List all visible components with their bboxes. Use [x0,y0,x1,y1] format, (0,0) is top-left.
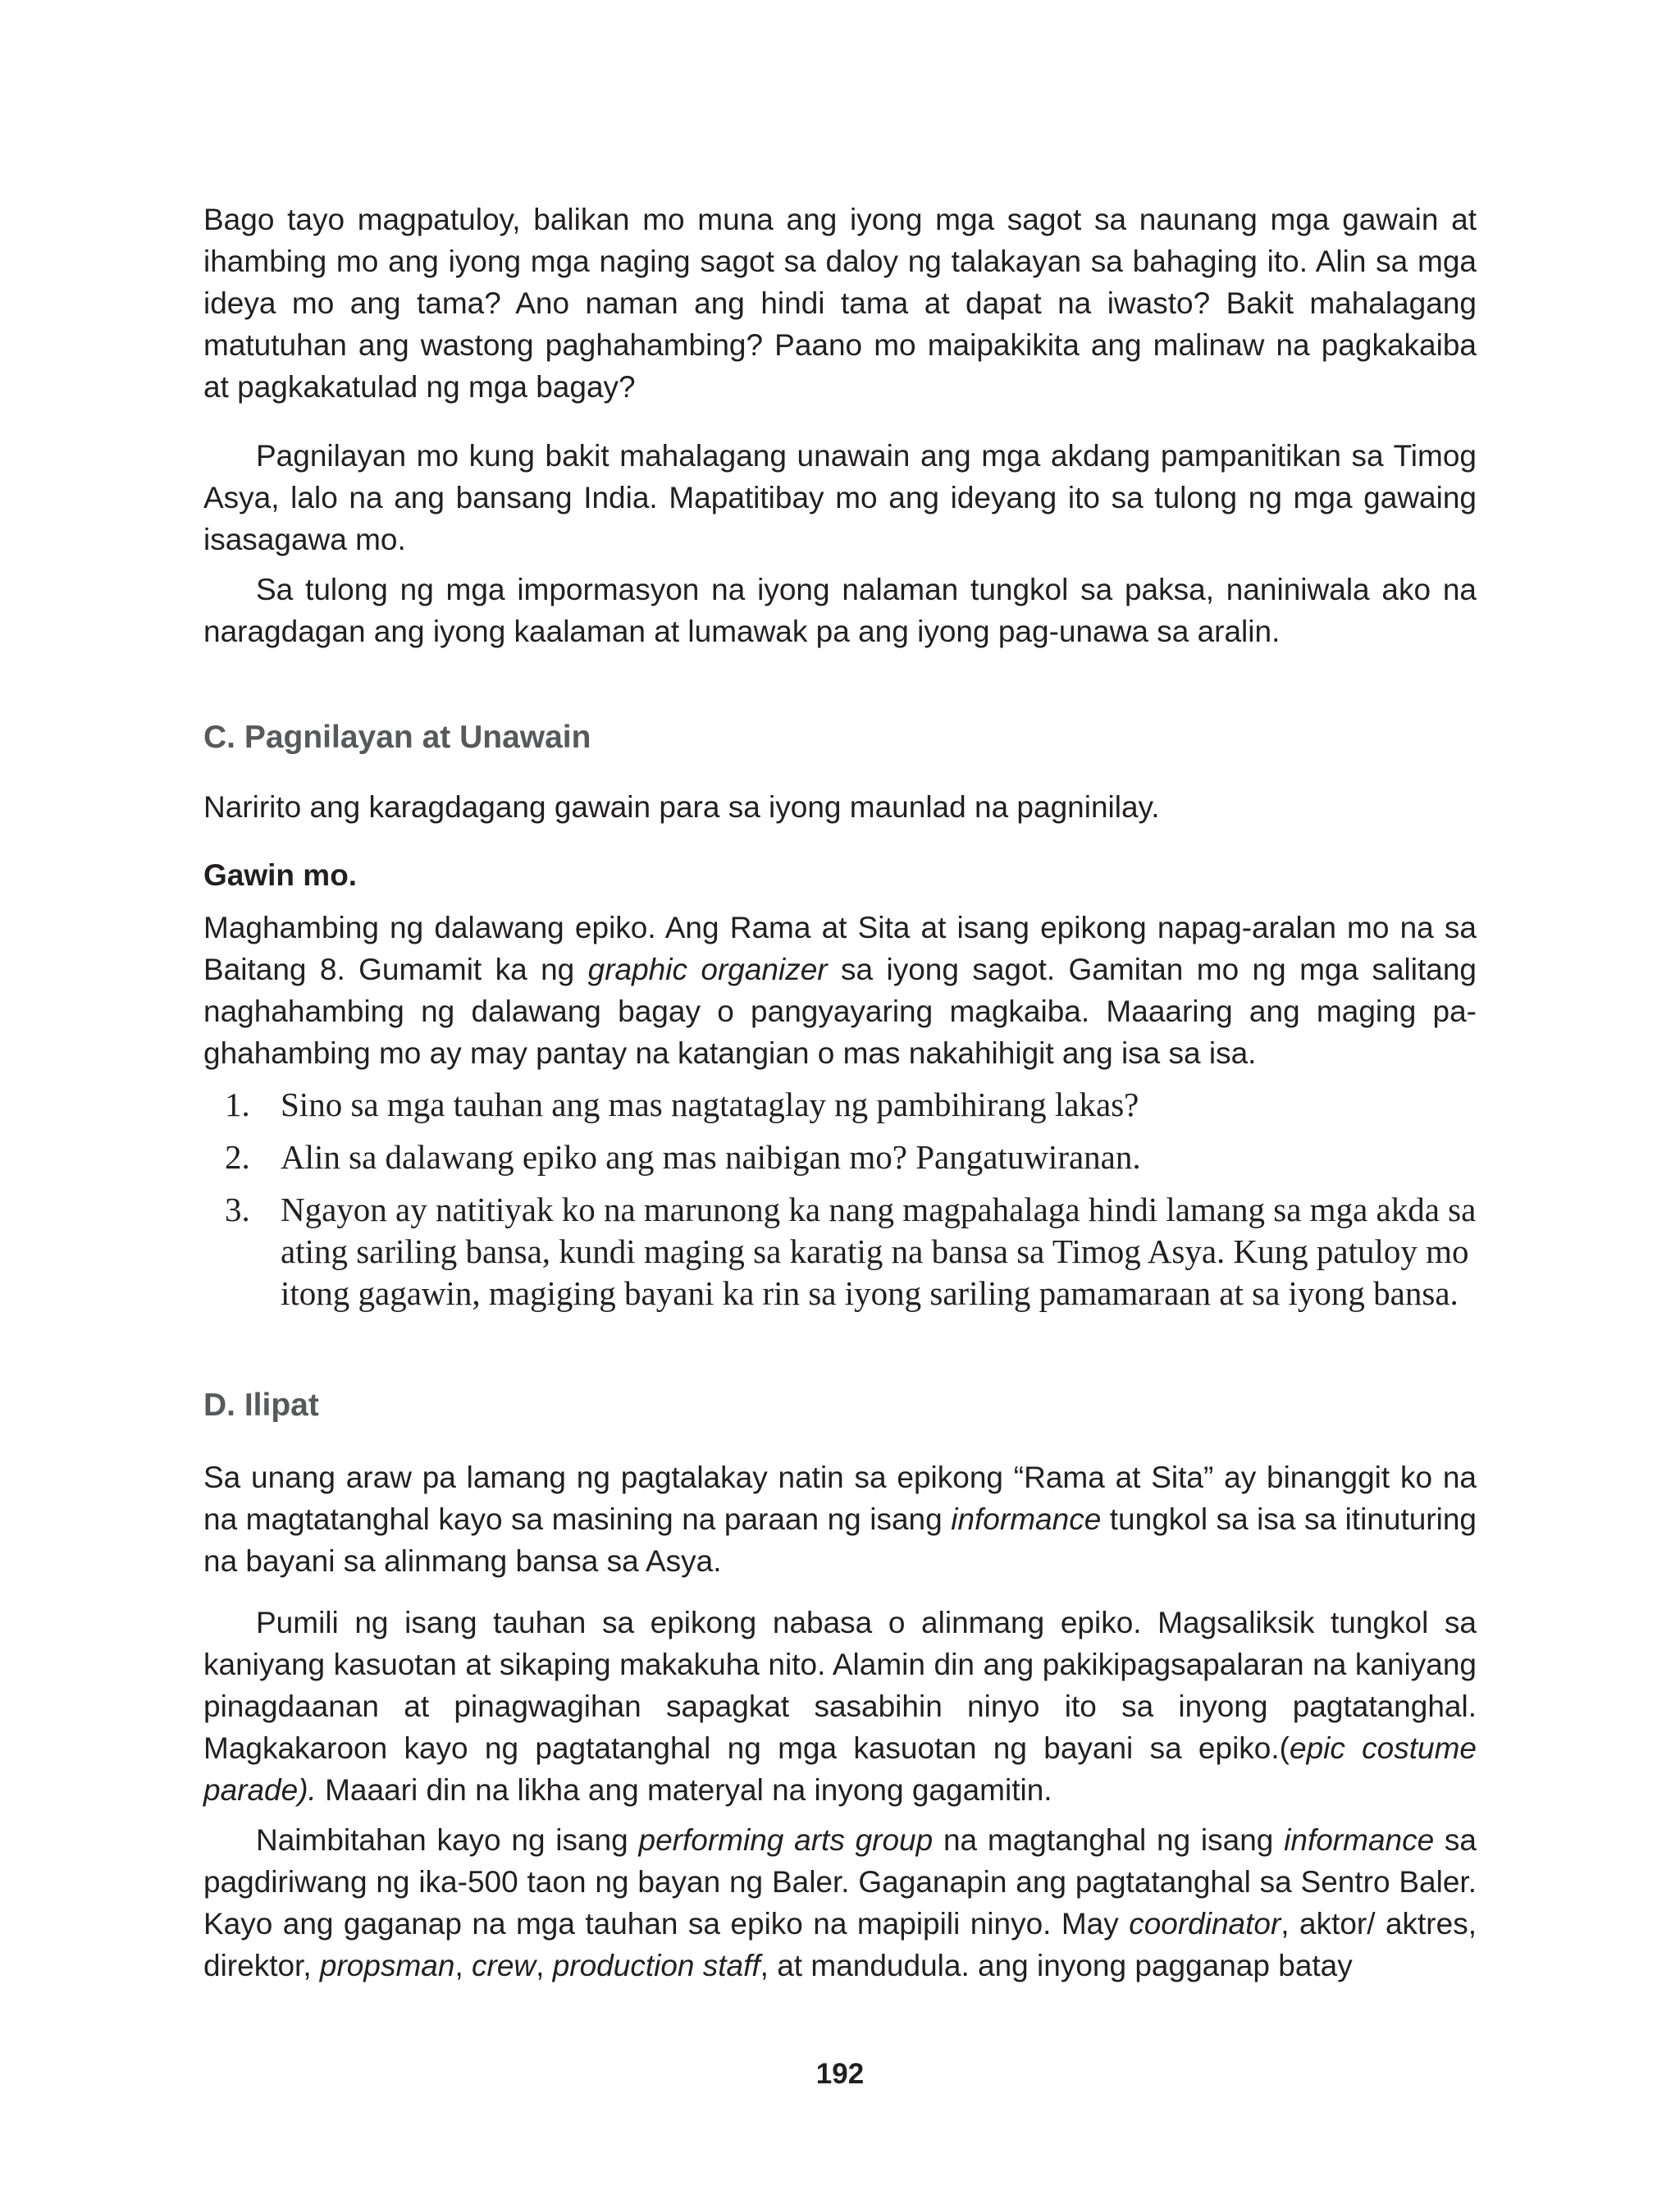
d-p3-text-b: na magtanghal ng isang [933,1823,1285,1857]
d-p3-italic-3: coordinator [1129,1907,1281,1941]
question-item [203,1136,1477,1178]
section-c-heading: C. Pagnilayan at Unawain [203,720,591,755]
question-number: 1. [225,1086,250,1123]
d-p2-italic: epic costume parade). [203,1731,1477,1807]
section-d-paragraph-2 [203,1602,1477,1811]
d-p2-text-b: Maaari din na likha ang materyal na inyong gagamitin. [316,1773,1052,1807]
d-p3-text-e: , [454,1949,472,1982]
d-p1-text-a: Sa unang araw pa lamang ng pagtalakay natin sa epikong “Rama at Sita” ay binanggit ko na na magtatanghal kayo sa masining na paraan ng isang [203,1461,1477,1536]
d-p3-italic-4: propsman [319,1949,455,1982]
d-p3-text-f: , [536,1949,553,1982]
question-list [203,1084,1477,1314]
d-p3-text-a: Naimbitahan kayo ng isang [256,1823,639,1857]
d-p3-text-d: , aktor/ aktres, direktor, [203,1907,1477,1982]
section-d-heading: D. Ilipat [203,1388,319,1423]
d-p3-text-c: sa pagdiriwang ng ika-500 taon ng bayan ng Baler. Gaganapin ang pagtatanghal sa Sentro Baler. Kayo ang gaganap na mga tauhan sa epiko na mapipili ninyo. May [203,1823,1477,1941]
gawin-mo-subheading: Gawin mo. [203,858,358,892]
question-text: Alin sa dalawang epiko ang mas naibigan mo? Pangatuwiranan. [281,1138,1141,1176]
intro-paragraph-3: Sa tulong ng mga impormasyon na iyong nalaman tungkol sa paksa, naniniwala ako na naragdagan ang iyong kaalaman at lumawak pa ang iyong pag-unawa sa aralin. [203,573,1477,648]
section-d-paragraph-1 [203,1456,1477,1582]
question-number: 2. [225,1138,250,1176]
section-d-paragraph-3 [203,1819,1477,1987]
d-p3-text-g: , at mandudula. ang inyong pagganap batay [760,1949,1353,1982]
d-p3-italic-6: production staff [552,1949,760,1982]
instructions-text-a: Maghambing ng dalawang epiko. Ang Rama at Sita at isang epikong napag-aralan mo na sa Baitang 8. Gumamit ka ng [203,911,1477,986]
d-p1-italic: informance [951,1502,1102,1536]
page-number: 192 [815,2058,865,2090]
intro-paragraph-2: Pagnilayan mo kung bakit mahalagang unawain ang mga akdang pampanitikan sa Timog Asya, lalo na ang bansang India. Mapatitibay mo ang ideyang ito sa tulong ng mga gawaing isasagawa mo. [203,439,1477,556]
d-p3-italic-5: crew [472,1949,536,1982]
instructions-text-b: sa iyong sagot. Gamitan mo ng mga salitang naghahambing ng dalawang bagay o pangyayaring magkaiba. Maaaring ang maging pa-ghahambing mo ay may pantay na katangian o mas nakahihigit ang isa sa isa. [203,953,1477,1070]
d-p1-text-b: tungkol sa isa sa itinuturing na bayani sa alinmang bansa sa Asya. [203,1502,1477,1578]
intro-paragraph-1: Bago tayo magpatuloy, balikan mo muna ang iyong mga sagot sa naunang mga gawain at ihambing mo ang iyong mga naging sagot sa daloy ng talakayan sa bahaging ito. Alin sa mga ideya mo ang tama? Ano naman ang hindi tama at dapat na iwasto? Bakit mahalagang matutuhan ang wastong paghahambing? Paano mo maipakikita ang malinaw na pagkakaiba at pagkakatulad ng mga bagay? [203,203,1477,404]
instructions-italic: graphic organizer [587,953,828,986]
question-text: Sino sa mga tauhan ang mas nagtataglay ng pambihirang lakas? [281,1086,1139,1123]
section-c-intro: Naririto ang karagdagang gawain para sa iyong maunlad na pagninilay. [203,790,1160,824]
question-text: Ngayon ay natitiyak ko na marunong ka nang magpahalaga hindi lamang sa mga akda sa ating sariling bansa, kundi maging sa karatig na bansa sa Timog Asya. Kung patuloy mo itong gagawin, magiging bayani ka rin sa iyong sariling pamamaraan at sa iyong bansa. [281,1191,1477,1312]
d-p3-italic-1: performing arts group [638,1823,934,1857]
question-item [203,1189,1477,1314]
section-c-instructions [203,907,1477,1074]
question-number: 3. [225,1191,250,1228]
question-item [203,1084,1477,1126]
d-p3-italic-2: informance [1284,1823,1435,1857]
d-p2-text-a: Pumili ng isang tauhan sa epikong nabasa o alinmang epiko. Magsaliksik tungkol sa kaniyang kasuotan at sikaping makakuha nito. Alamin din ang pakikipagsapalaran na kaniyang pinagdaanan at pinagwagihan sapagkat sasabihin ninyo ito sa inyong pagtatanghal. Magkakaroon kayo ng pagtatanghal ng mga kasuotan ng bayani sa epiko.( [203,1606,1477,1765]
